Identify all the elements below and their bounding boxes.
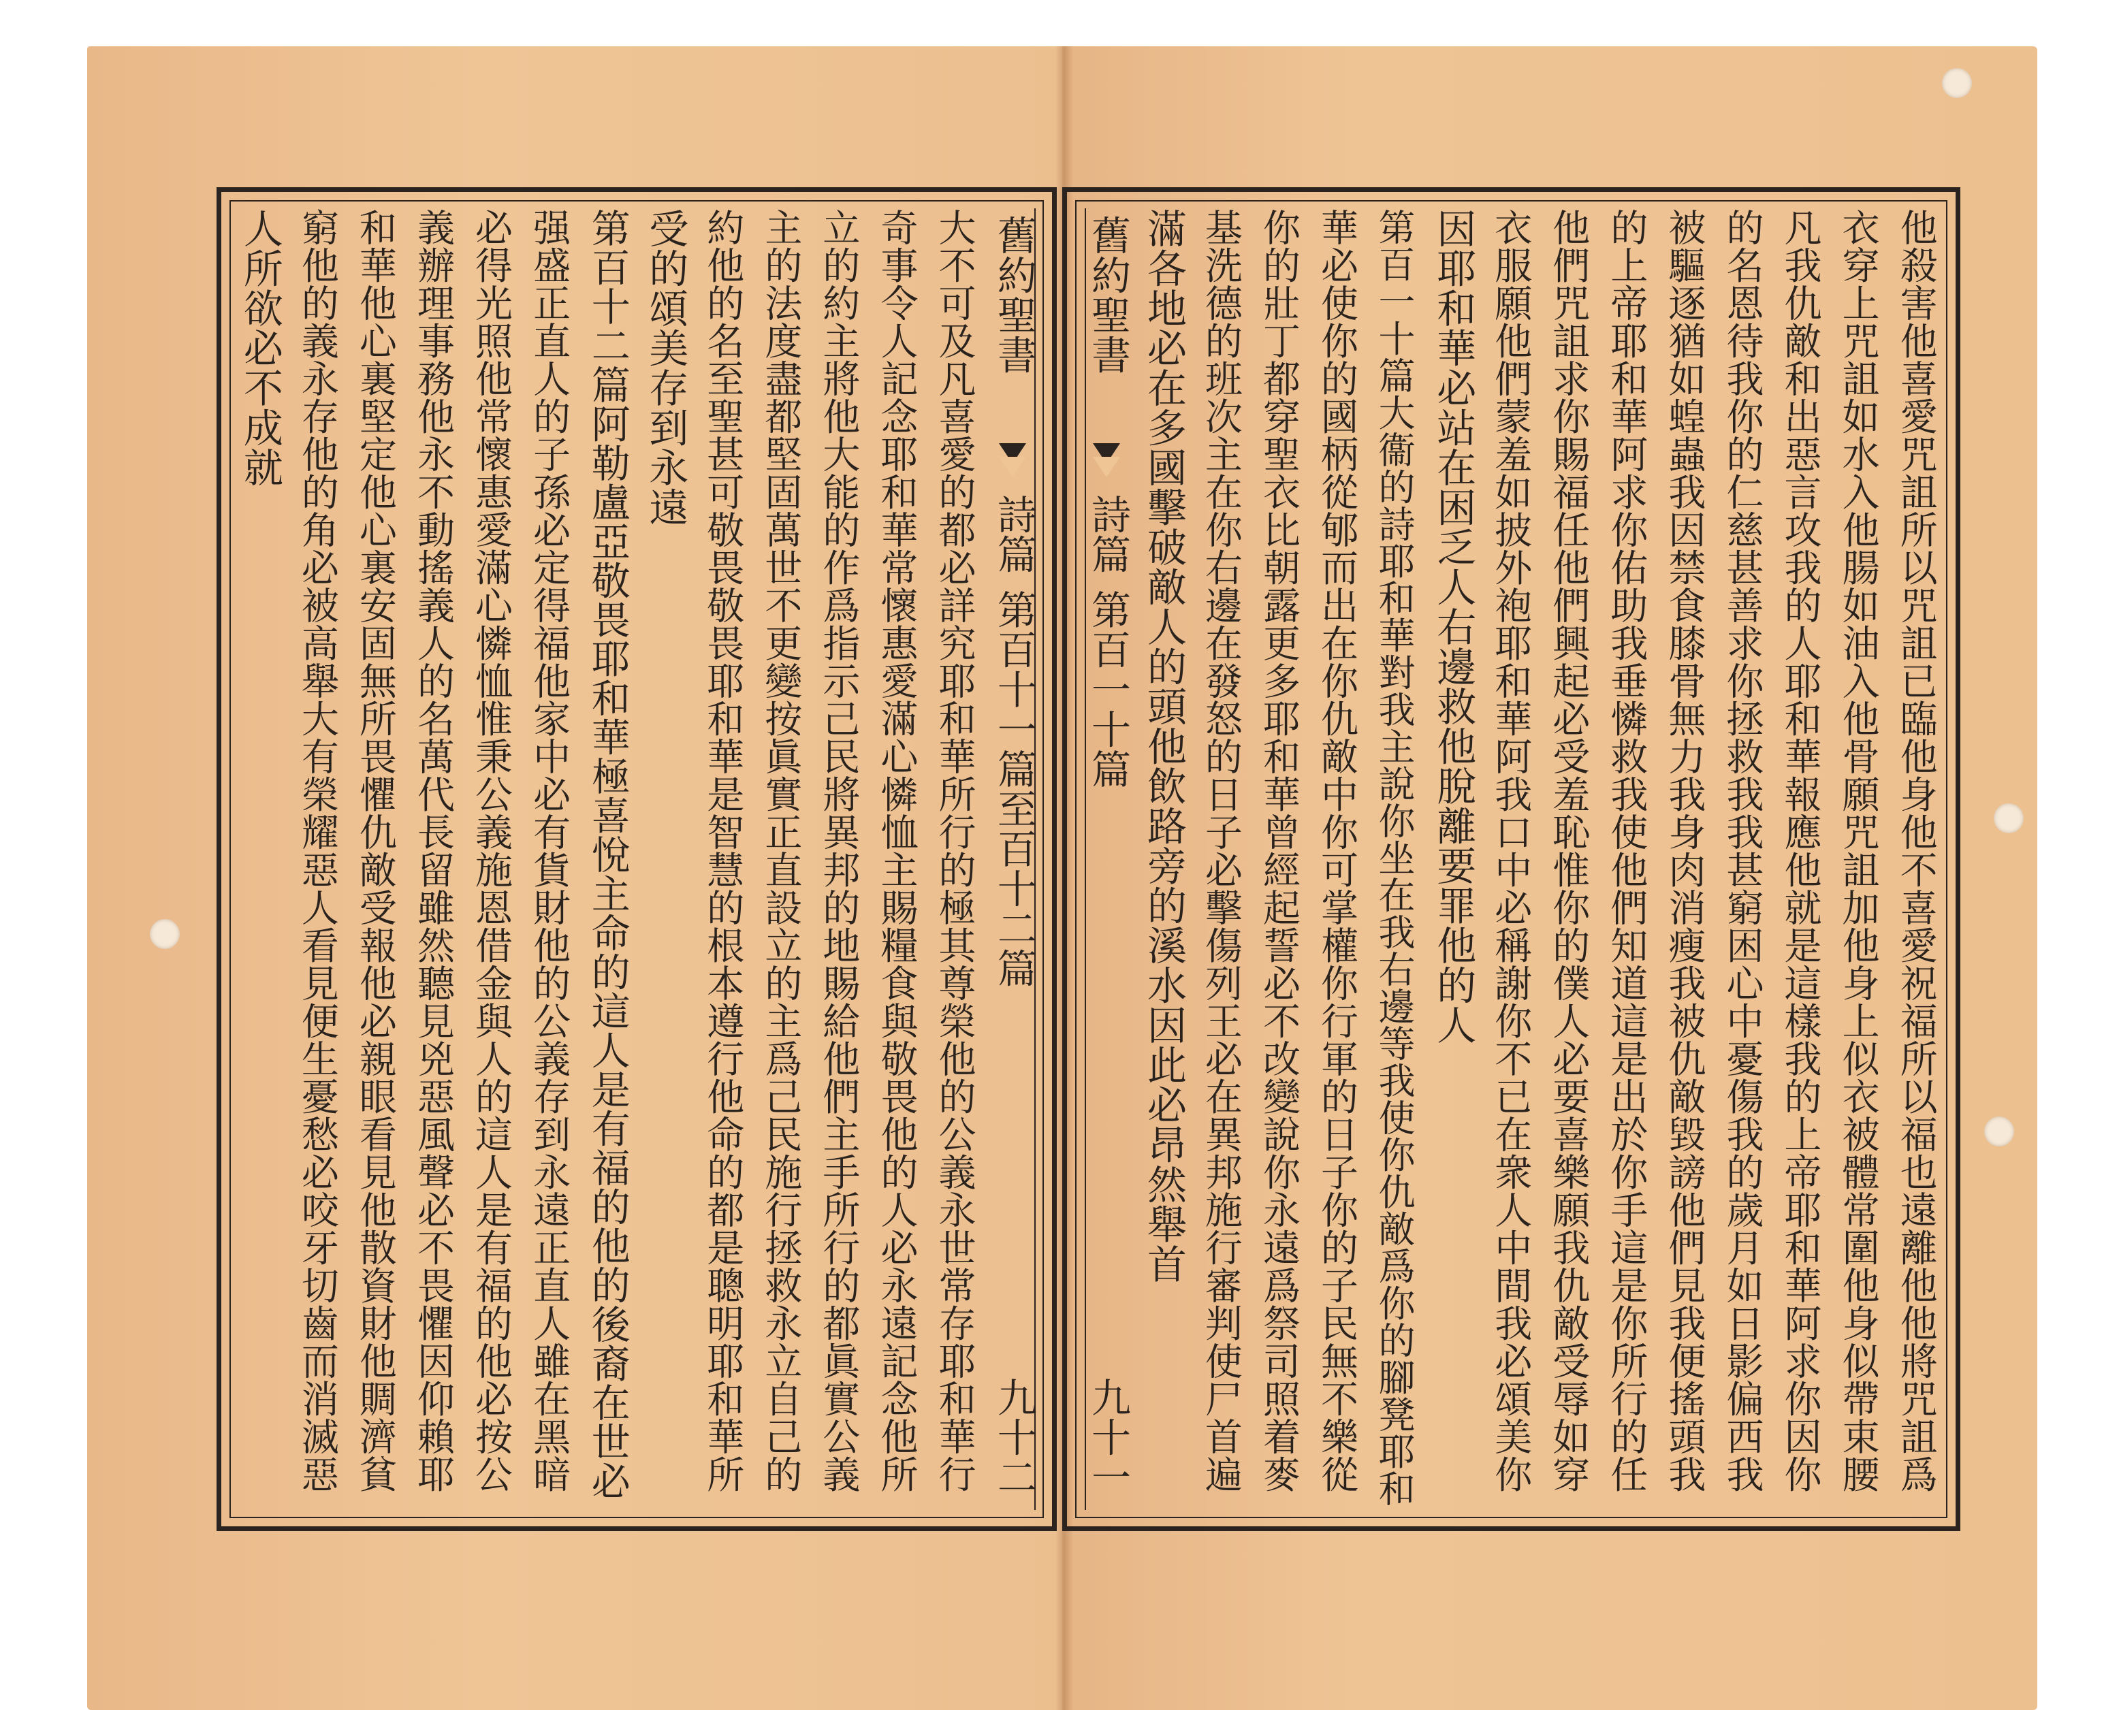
binding-hole — [150, 919, 180, 949]
text-column: 他殺害他喜愛咒詛所以咒詛已臨他身他不喜愛祝福所以福也遠離他他將咒詛爲 — [1894, 208, 1938, 1493]
fishtail-ornament-cut — [1093, 457, 1120, 477]
text-column: 基洗德的班次主在你右邊在發怒的日子必擊傷列王必在異邦施行審判使尸首遍 — [1198, 208, 1243, 1493]
binding-hole — [1994, 803, 2024, 833]
text-column: 和華他心裏堅定他心裏安固無所畏懼仇敵受報他必親眼看見他散資財他賙濟貧 — [353, 208, 397, 1493]
section-title: 詩篇 — [1085, 494, 1131, 574]
page-number: 九十二 — [990, 1377, 1037, 1496]
text-column: 你的壯丁都穿聖衣比朝露更多耶和華曾經起誓必不改變說你永遠爲祭司照着麥 — [1256, 208, 1301, 1493]
text-column: 義辦理事務他永不動搖義人的名萬代長留雖然聽見兇惡風聲必不畏懼因仰賴耶 — [411, 208, 455, 1493]
binding-hole — [1984, 1116, 2014, 1146]
text-column: 的名恩待我你的仁慈甚善求你拯救我我甚窮困心中憂傷我的歲月如日影偏西我 — [1720, 208, 1764, 1493]
section-title: 詩篇 — [990, 494, 1037, 574]
book-title: 舊約聖書 — [1085, 215, 1131, 374]
book-title: 舊約聖書 — [990, 215, 1037, 374]
right-page-columns — [1085, 208, 1938, 1510]
text-column: 大不可及凡喜愛的都必詳究耶和華所行的極其尊榮他的公義永世常存耶和華行 — [932, 208, 976, 1493]
page-number: 九十一 — [1085, 1377, 1131, 1496]
running-header — [990, 208, 1037, 1510]
binding-hole — [1942, 68, 1972, 98]
text-column: 强盛正直人的子孫必定得福他家中必有貨財他的公義存到永遠正直人雖在黑暗 — [527, 208, 571, 1493]
text-column: 滿各地必在多國擊破敵人的頭他飲路旁的溪水因此必昂然舉首 — [1140, 208, 1187, 1284]
running-header — [1085, 208, 1131, 1510]
text-column: 的上帝耶和華阿求你佑助我垂憐救我使他們知道這是出於你手這是你所行的任 — [1604, 208, 1648, 1493]
text-column: 被驅逐猶如蝗蟲我因禁食膝骨無力我身肉消瘦我被仇敵毀謗他們見我便搖頭我 — [1662, 208, 1706, 1493]
text-column: 窮他的義永存他的角必被高舉大有榮耀惡人看見便生憂愁必咬牙切齒而消滅惡 — [295, 208, 339, 1493]
text-column: 衣穿上咒詛如水入他腸如油入他骨願咒詛加他身上似衣被體常圍他身似帶束腰 — [1836, 208, 1880, 1493]
text-column: 主的法度盡都堅固萬世不更變按眞實正直設立的主爲己民施行拯救永立自己的 — [759, 208, 803, 1493]
text-column: 約他的名至聖甚可敬畏敬畏耶和華是智慧的根本遵行他命的都是聰明耶和華所 — [701, 208, 745, 1493]
text-column: 凡我仇敵和出惡言攻我的人耶和華報應他就是這樣我的上帝耶和華阿求你因你 — [1778, 208, 1822, 1493]
left-page-columns — [236, 208, 1037, 1510]
header-bar — [992, 208, 1036, 1510]
text-column: 立的約主將他大能的作爲指示己民將異邦的地賜給他們主手所行的都眞實公義 — [816, 208, 861, 1493]
fishtail-ornament-cut — [999, 457, 1026, 477]
text-column: 他們咒詛求你賜福任他們興起必受羞恥惟你的僕人必要喜樂願我仇敵受辱如穿 — [1546, 208, 1591, 1493]
left-page-frame — [217, 187, 1057, 1531]
chapter-range: 第百十一篇至百十二篇 — [990, 590, 1037, 988]
text-column: 奇事令人記念耶和華常懷惠愛滿心憐恤主賜糧食與敬畏他的人必永遠記念他所 — [874, 208, 919, 1493]
psalm-heading-column: 第百十二篇阿勒盧亞敬畏耶和華極喜悅主命的這人是有福的他的後裔在世必 — [585, 208, 631, 1500]
text-column: 受的頌美存到永遠 — [642, 208, 689, 527]
text-column: 衣服願他們蒙羞如披外袍耶和華阿我口中必稱謝你不已在衆人中間我必頌美你 — [1488, 208, 1533, 1493]
text-column: 必得光照他常懷惠愛滿心憐恤惟秉公義施恩借金與人的這人是有福的他必按公 — [469, 208, 513, 1493]
text-column: 人所欲必不成就 — [236, 208, 283, 487]
header-bar — [1085, 208, 1131, 1510]
text-column: 因耶和華必站在困乏人右邊救他脫離要罪他的人 — [1430, 208, 1477, 1045]
right-page-frame — [1062, 187, 1960, 1531]
text-column: 華必使你的國柄從郇而出在你仇敵中你可掌權你行軍的日子你的子民無不樂從 — [1315, 208, 1358, 1493]
psalm-heading-column: 第百一十篇大衞的詩耶和華對我主說你坐在我右邊等我使你仇敵爲你的腳凳耶和 — [1373, 208, 1416, 1507]
chapter-range: 第百一十篇 — [1085, 590, 1131, 789]
